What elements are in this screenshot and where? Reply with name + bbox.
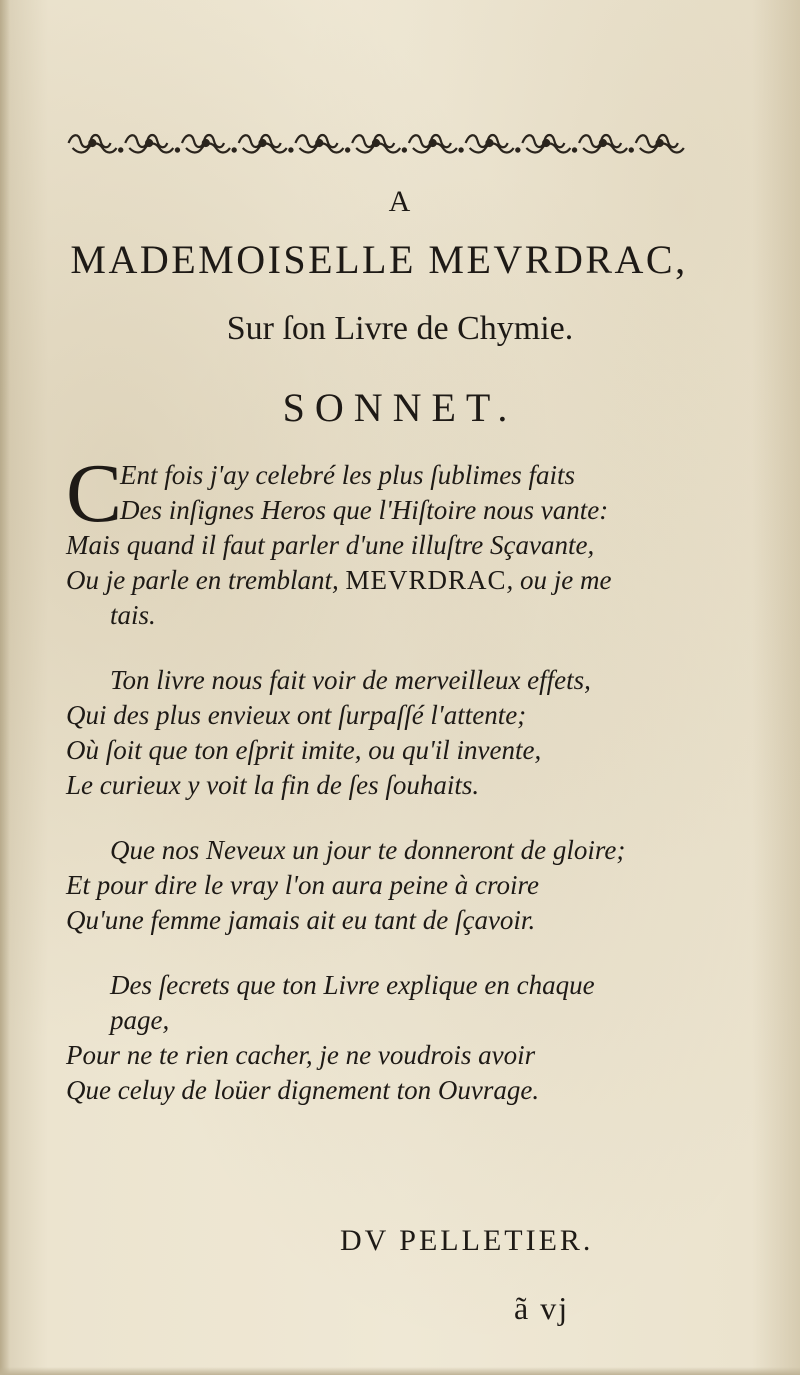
- signature: DV PELLETIER.: [340, 1224, 594, 1257]
- poem-line: Des ſecrets que ton Livre explique en chaque: [110, 970, 595, 1000]
- dedication-name: MADEMOISELLE MEVRDRAC,: [70, 237, 688, 282]
- poem-line-part: Ou je parle en tremblant,: [66, 565, 339, 595]
- fleuron-ornament: [125, 135, 173, 153]
- poem-line: Qu'une femme jamais ait eu tant de ſçavoir.: [66, 905, 536, 935]
- ornament-dot: [233, 148, 236, 151]
- poem-line-part: , ou je me: [506, 565, 612, 595]
- fleuron-ornament: [295, 135, 343, 153]
- poem-line: [66, 563, 706, 598]
- ornament-dot: [573, 148, 576, 151]
- fleuron-ornament: [636, 135, 684, 153]
- ornament-dot: [516, 148, 519, 151]
- poem-line: Que nos Neveux un jour te donneront de gloire;: [110, 835, 626, 865]
- ornament-band: [64, 128, 688, 158]
- signature-mark: ã vj: [514, 1290, 570, 1326]
- dedication-prefix: A: [388, 185, 412, 218]
- sonnet-text: [66, 447, 706, 1108]
- fleuron-ornament: [522, 135, 570, 153]
- ornament-dot: [630, 148, 633, 151]
- poem-line: Le curieux y voit la fin de ſes ſouhaits.: [66, 770, 480, 800]
- poem-line: Mais quand il faut parler d'une illuſtre Sçavante,: [66, 530, 595, 560]
- fleuron-ornament: [466, 135, 514, 153]
- poem-line: Ton livre nous fait voir de merveilleux effets,: [110, 665, 591, 695]
- fleuron-ornament: [69, 135, 117, 153]
- author-name: MEVRDRAC: [345, 565, 507, 595]
- ornament-dot: [459, 148, 462, 151]
- poem-line: Pour ne te rien cacher, je ne voudrois avoir: [66, 1040, 536, 1070]
- poem-line: tais.: [110, 600, 156, 630]
- dedication-subtitle: Sur ſon Livre de Chymie.: [226, 310, 574, 347]
- ornament-dot: [119, 148, 122, 151]
- poem-line: Ent fois j'ay celebré les plus ſublimes faits: [120, 460, 575, 490]
- page-bottom-shadow: [0, 1367, 800, 1375]
- poem-line: Des inſignes Heros que l'Hiſtoire nous vante:: [120, 495, 609, 525]
- fleuron-ornament: [579, 135, 627, 153]
- fleuron-ornament: [182, 135, 230, 153]
- sonnet-title: SONNET.: [282, 385, 518, 430]
- fleuron-ornament: [239, 135, 287, 153]
- poem-line: Et pour dire le vray l'on aura peine à croire: [66, 870, 539, 900]
- poem-line: page,: [110, 1005, 170, 1035]
- poem-line: Où ſoit que ton eſprit imite, ou qu'il invente,: [66, 735, 542, 765]
- poem-line: Que celuy de loüer dignement ton Ouvrage.: [66, 1075, 540, 1105]
- ornament-dot: [289, 148, 292, 151]
- fleuron-ornament: [409, 135, 457, 153]
- poem-line: Qui des plus envieux ont ſurpaſſé l'attente;: [66, 700, 527, 730]
- ornament-dot: [346, 148, 349, 151]
- fleuron-ornament: [352, 135, 400, 153]
- ornament-dot: [403, 148, 406, 151]
- drop-cap: C: [66, 447, 123, 540]
- ornament-dot: [176, 148, 179, 151]
